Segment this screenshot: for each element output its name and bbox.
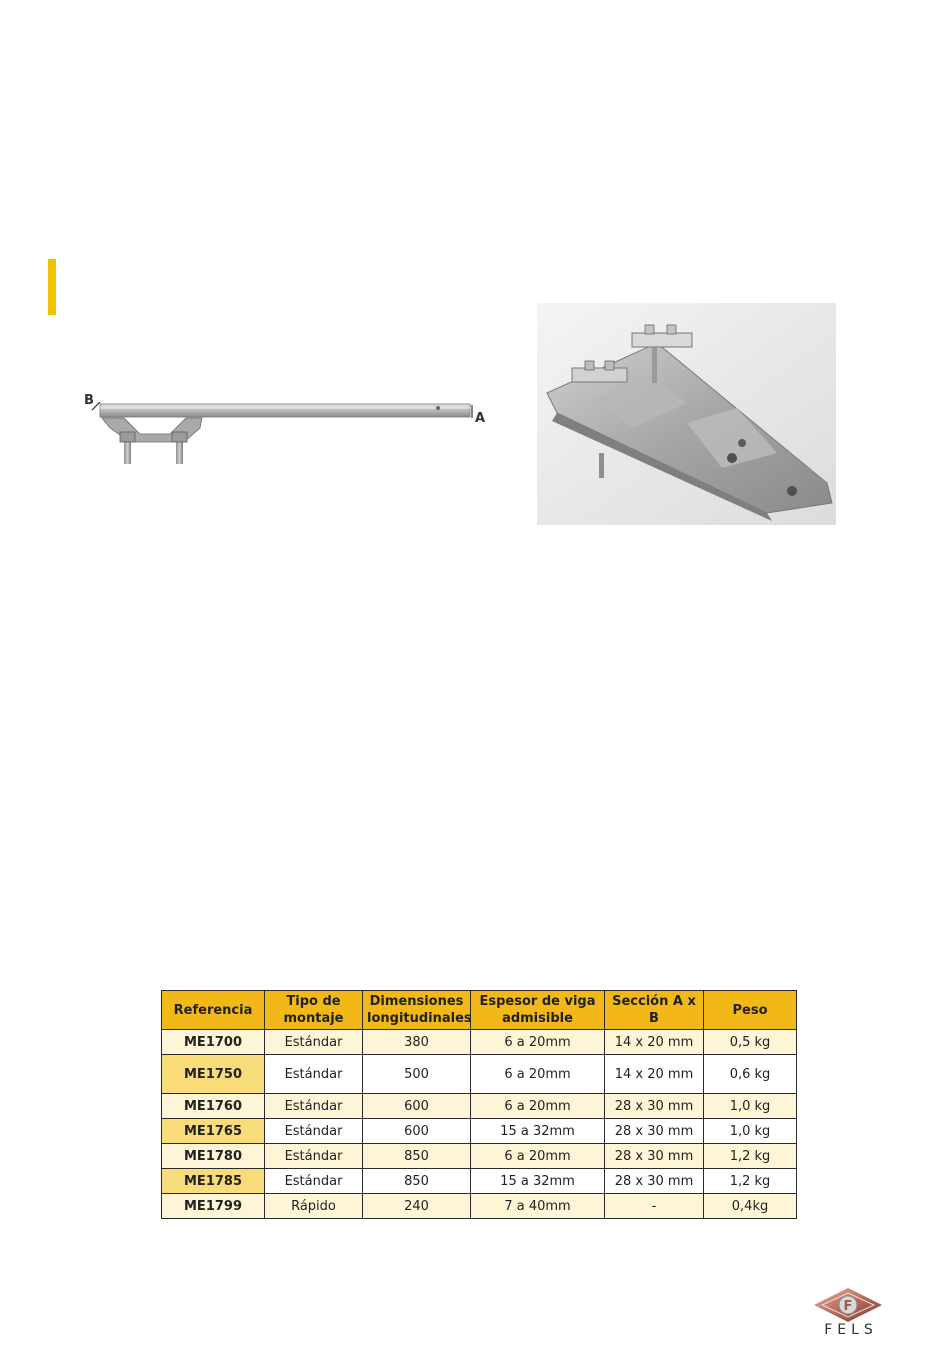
quick-clamp-photo	[537, 303, 836, 525]
cell-mount-type: Estándar	[265, 1119, 363, 1144]
cell-section: 28 x 30 mm	[605, 1144, 704, 1169]
cell-weight: 0,4kg	[704, 1194, 797, 1219]
logo-letter: F	[843, 1299, 853, 1314]
logo-wordmark: FELS	[824, 1322, 878, 1338]
cell-reference: ME1785	[162, 1169, 265, 1194]
cell-length: 850	[363, 1144, 471, 1169]
cell-section: 28 x 30 mm	[605, 1119, 704, 1144]
cell-reference: ME1750	[162, 1055, 265, 1094]
cell-length: 380	[363, 1030, 471, 1055]
cell-mount-type: Estándar	[265, 1144, 363, 1169]
product-spec-table	[161, 990, 797, 1219]
table-row	[162, 1169, 797, 1194]
cell-weight: 1,2 kg	[704, 1144, 797, 1169]
dimension-label-b: B	[84, 393, 94, 408]
table-header-row	[162, 991, 797, 1030]
bracket-bar-photo	[80, 382, 490, 474]
cell-reference: ME1700	[162, 1030, 265, 1055]
table-row	[162, 1144, 797, 1169]
column-header-section: Sección A x B	[605, 991, 704, 1030]
cell-length: 500	[363, 1055, 471, 1094]
cell-weight: 1,0 kg	[704, 1094, 797, 1119]
cell-section: 14 x 20 mm	[605, 1030, 704, 1055]
cell-mount-type: Rápido	[265, 1194, 363, 1219]
cell-weight: 0,5 kg	[704, 1030, 797, 1055]
cell-beam-thickness: 6 a 20mm	[471, 1144, 605, 1169]
cell-beam-thickness: 6 a 20mm	[471, 1094, 605, 1119]
cell-length: 600	[363, 1119, 471, 1144]
dimension-label-a: A	[475, 411, 486, 426]
cell-section: 28 x 30 mm	[605, 1169, 704, 1194]
cell-weight: 1,0 kg	[704, 1119, 797, 1144]
cell-weight: 1,2 kg	[704, 1169, 797, 1194]
column-header-weight: Peso	[704, 991, 797, 1030]
cell-reference: ME1765	[162, 1119, 265, 1144]
cell-mount-type: Estándar	[265, 1055, 363, 1094]
cell-beam-thickness: 6 a 20mm	[471, 1030, 605, 1055]
table-row	[162, 1119, 797, 1144]
cell-beam-thickness: 15 a 32mm	[471, 1119, 605, 1144]
column-header-length: Dimensiones longitudinales	[363, 991, 471, 1030]
cell-beam-thickness: 6 a 20mm	[471, 1055, 605, 1094]
column-header-mount-type: Tipo de montaje	[265, 991, 363, 1030]
cell-section: 28 x 30 mm	[605, 1094, 704, 1119]
table-row	[162, 1094, 797, 1119]
table-row	[162, 1194, 797, 1219]
cell-reference: ME1780	[162, 1144, 265, 1169]
cell-beam-thickness: 15 a 32mm	[471, 1169, 605, 1194]
table-row	[162, 1055, 797, 1094]
cell-section: 14 x 20 mm	[605, 1055, 704, 1094]
cell-section: -	[605, 1194, 704, 1219]
cell-length: 240	[363, 1194, 471, 1219]
cell-beam-thickness: 7 a 40mm	[471, 1194, 605, 1219]
cell-mount-type: Estándar	[265, 1169, 363, 1194]
cell-reference: ME1760	[162, 1094, 265, 1119]
cell-reference: ME1799	[162, 1194, 265, 1219]
cell-weight: 0,6 kg	[704, 1055, 797, 1094]
cell-length: 600	[363, 1094, 471, 1119]
cell-mount-type: Estándar	[265, 1094, 363, 1119]
cell-length: 850	[363, 1169, 471, 1194]
cell-mount-type: Estándar	[265, 1030, 363, 1055]
column-header-reference: Referencia	[162, 991, 265, 1030]
section-accent-bar	[48, 259, 56, 315]
column-header-beam-thickness: Espesor de viga admisible	[471, 991, 605, 1030]
table-row	[162, 1030, 797, 1055]
